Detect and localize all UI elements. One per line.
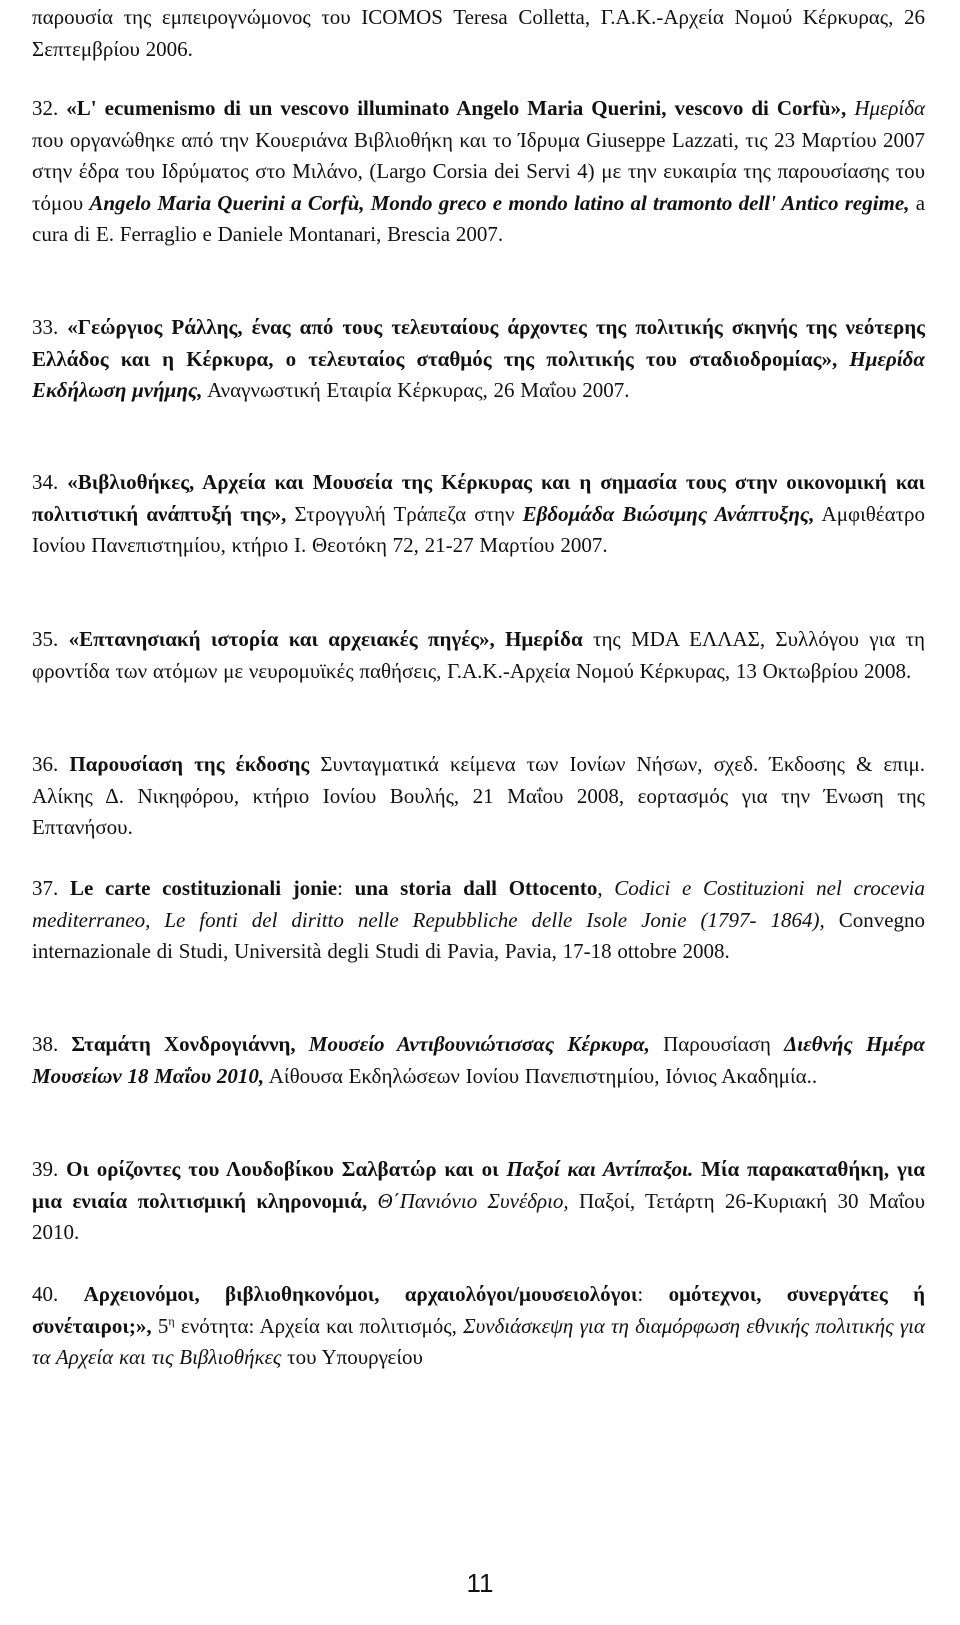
entry-volume-title: Angelo Maria Querini a Corfù, Mondo greco e mondo latino al tramonto dell' Antico regime, xyxy=(89,190,910,215)
entry-event-name: Εβδομάδα Βιώσιμης Ανάπτυξης, xyxy=(522,501,815,526)
entry-text: παρουσία της εμπειρογνώμονος του ICOMOS Teresa Colletta, Γ.Α.Κ.-Αρχεία Νομού Κέρκυρας, 26 Σεπτεμβρίου 2006. xyxy=(32,5,925,61)
entry-number: 40. xyxy=(32,1282,59,1306)
page-number: 11 xyxy=(466,1568,494,1598)
entry-title: Παρουσίαση της έκδοσης xyxy=(69,752,310,776)
entry-event-type: Ημερίδα xyxy=(505,627,583,651)
entry-text: Αναγνωστική Εταιρία Κέρκυρας, 26 Μαΐου 2007. xyxy=(207,378,630,402)
entry-ordinal: 5 xyxy=(157,1313,169,1338)
entry-event-name: Διεθνής Ημέρα Μουσείων 18 Μαΐου 2010, xyxy=(32,1032,926,1088)
entry-title: Οι ορίζοντες του Λουδοβίκου Σαλβατώρ και οι xyxy=(66,1157,499,1181)
entry-number: 38. xyxy=(32,1032,59,1056)
entry-number: 34. xyxy=(32,470,59,494)
entry-event-type: Ημερίδα xyxy=(854,96,926,120)
entry-venue: Μουσείο Αντιβουνιώτισσας Κέρκυρα, xyxy=(308,1032,650,1056)
entry-37 xyxy=(32,873,925,968)
entry-36 xyxy=(32,749,925,844)
entry-text: Παρουσίαση xyxy=(663,1032,771,1056)
entry-text: του Υπουργείου xyxy=(287,1345,423,1369)
entry-punctuation: , xyxy=(597,876,603,900)
entry-text: ενότητα: Αρχεία και πολιτισμός, xyxy=(180,1313,457,1338)
entry-38 xyxy=(32,1029,925,1092)
entry-author: Σταμάτη Χονδρογιάννη, xyxy=(71,1032,296,1056)
entry-event-type: Ημερίδα Εκδήλωση μνήμης, xyxy=(32,346,926,402)
entry-title-italic: Παξοί και Αντίπαξοι. xyxy=(506,1157,694,1181)
entry-number: 32. xyxy=(32,96,59,120)
entry-punctuation: : xyxy=(637,1282,644,1306)
entry-text: της MDA ΕΛΛΑΣ, Συλλόγου για τη φροντίδα των ατόμων με νευρομυϊκές παθήσεις, Γ.Α.Κ.-Αρχεία Νομού Κέρκυρας, 13 Οκτωβρίου 2008. xyxy=(32,627,926,683)
entry-text: που οργανώθηκε από την Κουεριάνα Βιβλιοθήκη και το Ίδρυμα Giuseppe Lazzati, τις 23 Μαρτίου 2007 στην έδρα του Ιδρύματος στο Μιλάνο, (Largo Corsia dei Servi 4) με την ευκαιρία της παρουσίασης του τόμου xyxy=(32,127,925,215)
entry-title: «Επτανησιακή ιστορία και αρχειακές πηγές», xyxy=(68,627,495,651)
entry-event-name: Συνδιάσκεψη για τη διαμόρφωση εθνικής πολιτικής για τα Αρχεία και τις Βιβλιοθήκες xyxy=(32,1313,926,1369)
entry-text: Αμφιθέατρο Ιονίου Πανεπιστημίου, κτήριο Ι. Θεοτόκη 72, 21-27 Μαρτίου 2007. xyxy=(32,501,926,557)
entry-event-name: Θ΄Πανιόνιο Συνέδριο, xyxy=(377,1188,569,1213)
entry-title: «L' ecumenismo di un vescovo illuminato Angelo Maria Querini, vescovo di Corfù», xyxy=(66,96,847,120)
entry-text: Παξοί, Τετάρτη 26-Κυριακή 30 Μαΐου 2010. xyxy=(32,1188,925,1244)
entry-text: Αίθουσα Εκδηλώσεων Ιονίου Πανεπιστημίου, Ιόνιος Ακαδημία.. xyxy=(268,1063,818,1088)
entry-subtitle: una storia dall Ottocento xyxy=(354,876,598,900)
entry-ordinal-suffix: η xyxy=(168,1313,175,1328)
entry-punctuation: : xyxy=(337,876,343,900)
entry-text: Convegno internazionale di Studi, Università degli Studi di Pavia, Pavia, 17-18 ottobre 2008. xyxy=(32,907,926,963)
entry-34 xyxy=(32,467,925,562)
entry-31-continuation xyxy=(32,2,925,65)
entry-number: 36. xyxy=(32,752,59,776)
entry-text: Συνταγματικά κείμενα των Ιονίων Νήσων, σχεδ. Έκδοσης & επιμ. Αλίκης Δ. Νικηφόρου, κτήριο Ιονίου Βουλής, 21 Μαΐου 2008, εορτασμός για την Ένωση της Επτανήσου. xyxy=(32,752,926,839)
entry-text: a cura di E. Ferraglio e Daniele Montanari, Brescia 2007. xyxy=(32,190,926,246)
entry-33 xyxy=(32,312,925,407)
entry-40 xyxy=(32,1279,925,1374)
entry-32 xyxy=(32,93,925,251)
entry-title-cont: ομότεχνοι, συνεργάτες ή συνέταιροι;», xyxy=(32,1282,925,1338)
entry-35 xyxy=(32,624,925,687)
entry-event-name: Codici e Costituzioni nel crocevia mediterraneo, Le fonti del diritto nelle Repubbliche delle Isole Jonie (1797- 1864), xyxy=(32,876,926,932)
entry-title: Αρχειονόμοι, βιβλιοθηκονόμοι, αρχαιολόγοι/μουσειολόγοι xyxy=(83,1282,638,1306)
entry-title: «Βιβλιοθήκες, Αρχεία και Μουσεία της Κέρκυρας και η σημασία τους στην οικονομική και πολιτιστική ανάπτυξή της», xyxy=(32,470,926,526)
entry-number: 33. xyxy=(32,315,59,339)
entry-text: Στρογγυλή Τράπεζα στην xyxy=(294,501,515,526)
entry-subtitle: Μία παρακαταθήκη, για μια ενιαία πολιτισμική κληρονομιά, xyxy=(32,1157,926,1213)
entry-number: 35. xyxy=(32,627,59,651)
entry-title: «Γεώργιος Ράλλης, ένας από τους τελευταίους άρχοντες της πολιτικής σκηνής της νεότερης Ελλάδος και η Κέρκυρα, ο τελευταίος σταθμός της πολιτικής του σταδιοδρομίας», xyxy=(32,315,926,371)
entry-number: 39. xyxy=(32,1157,59,1181)
entry-39 xyxy=(32,1154,925,1249)
entry-title: Le carte costituzionali jonie xyxy=(69,876,338,900)
entry-number: 37. xyxy=(32,876,59,900)
